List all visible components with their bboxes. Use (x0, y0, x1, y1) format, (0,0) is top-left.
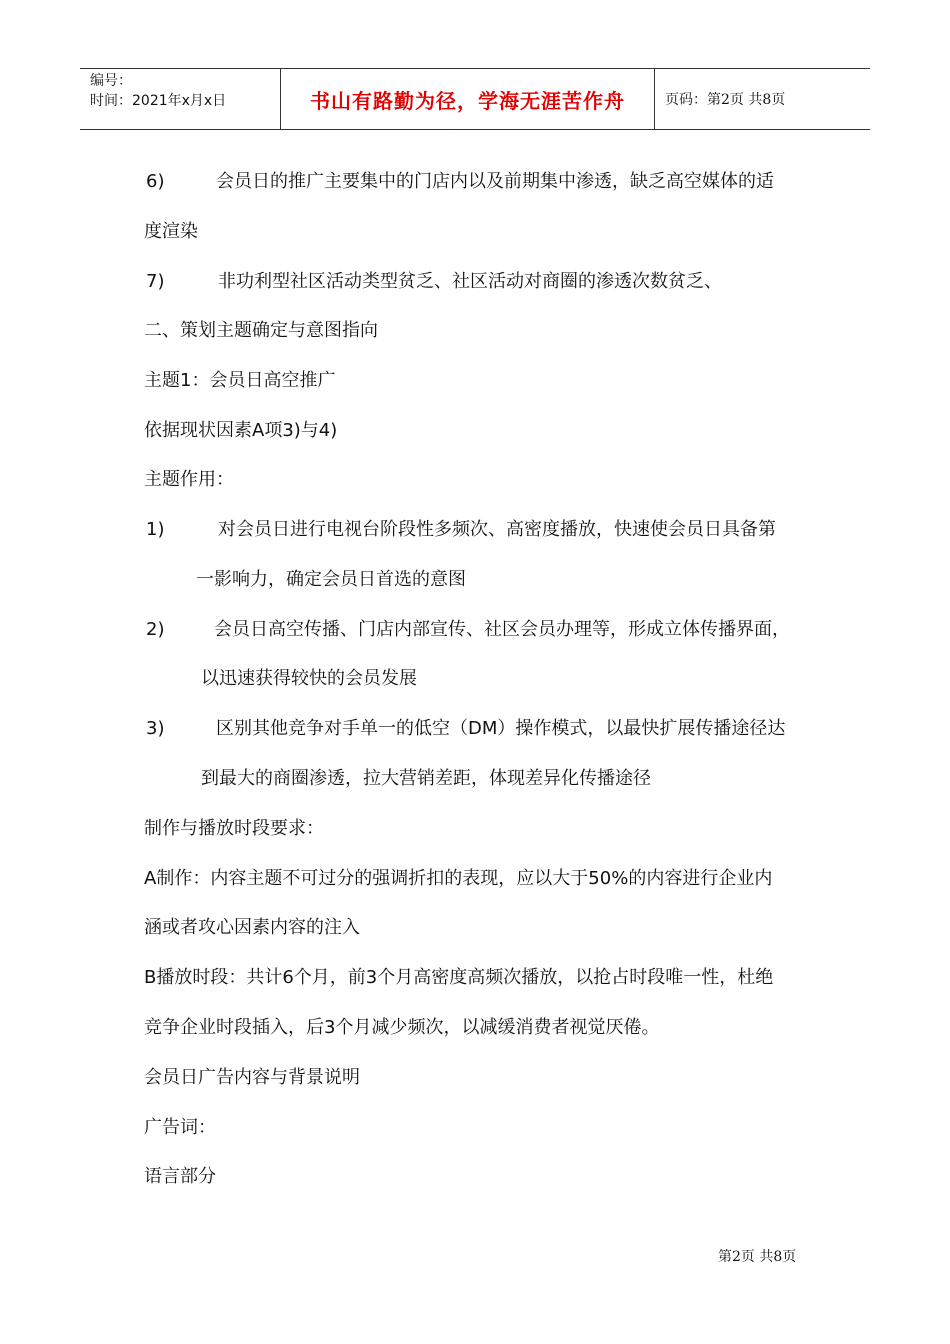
paragraph-text: 度渲染 (144, 221, 198, 242)
paragraph-text: B播放时段：共计6个月，前3个月高密度高频次播放，以抢占时段唯一性，杜绝 (144, 967, 774, 988)
header-page-number: 页码：第2页 共8页 (665, 92, 786, 108)
list-number: 2) (146, 619, 165, 640)
list-number: 6) (146, 171, 165, 192)
header-meta (80, 69, 281, 129)
paragraph-text: 非功利型社区活动类型贫乏、社区活动对商圈的渗透次数贫乏、 (218, 271, 722, 292)
paragraph-text: 语言部分 (144, 1166, 216, 1187)
serial-number-label: 编号： (90, 73, 132, 89)
paragraph-text: 广告词： (144, 1117, 216, 1138)
paragraph-text: 依据现状因素A项3)与4) (144, 420, 338, 441)
header-motto: 书山有路勤为径，学海无涯苦作舟 (310, 88, 625, 113)
paragraph-text: 以迅速获得较快的会员发展 (201, 668, 417, 689)
list-item (146, 170, 774, 194)
paragraph-text: 到最大的商圈渗透，拉大营销差距，体现差异化传播途径 (201, 768, 651, 789)
paragraph-text: 竞争企业时段插入，后3个月减少频次，以减缓消费者视觉厌倦。 (144, 1017, 660, 1038)
paragraph-text: 对会员日进行电视台阶段性多频次、高密度播放，快速使会员日具备第 (218, 519, 776, 540)
paragraph-text: 区别其他竞争对手单一的低空（DM）操作模式，以最快扩展传播途径达 (216, 718, 786, 739)
paragraph-text: 会员日高空传播、门店内部宣传、社区会员办理等，形成立体传播界面， (214, 619, 790, 640)
paragraph-text: 涵或者攻心因素内容的注入 (144, 917, 360, 938)
paragraph-text: 主题作用： (144, 469, 234, 490)
section-heading: 二、策划主题确定与意图指向 (144, 320, 378, 341)
list-item (146, 717, 785, 741)
list-number: 3) (146, 718, 165, 739)
list-item (146, 270, 722, 294)
time-label: 时间：2021年x月x日 (90, 93, 227, 109)
paragraph-text: 制作与播放时段要求： (144, 818, 324, 839)
list-item (146, 518, 776, 542)
paragraph-text: 会员日广告内容与背景说明 (144, 1067, 360, 1088)
page-header (80, 68, 870, 130)
paragraph-text: 一影响力，确定会员日首选的意图 (196, 569, 466, 590)
header-motto-cell (281, 69, 655, 129)
list-number: 1) (146, 519, 165, 540)
paragraph-text: A制作：内容主题不可过分的强调折扣的表现，应以大于50%的内容进行企业内 (144, 868, 773, 889)
paragraph-text: 会员日的推广主要集中的门店内以及前期集中渗透，缺乏高空媒体的适 (216, 171, 774, 192)
paragraph-text: 主题1：会员日高空推广 (144, 370, 336, 391)
list-number: 7) (146, 271, 165, 292)
footer-page-number: 第2页 共8页 (718, 1249, 797, 1265)
list-item (146, 618, 790, 642)
